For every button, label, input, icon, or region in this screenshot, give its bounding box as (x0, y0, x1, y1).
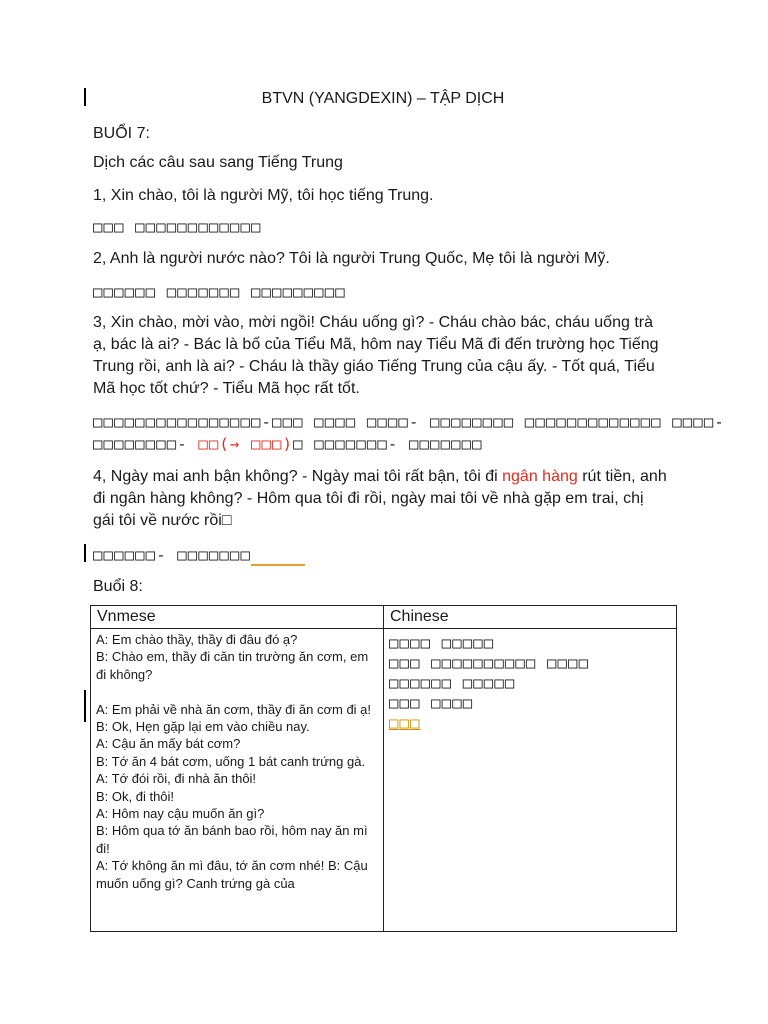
page-title: BTVN (YANGDEXIN) – TẬP DỊCH (261, 90, 505, 107)
dialog-line: A: Em chào thầy, thầy đi đâu đó ạ? (96, 632, 298, 647)
text-cursor (84, 544, 86, 562)
answer-4 (93, 544, 683, 566)
answer-3-line-2 (93, 433, 683, 455)
instruction-text: Dịch các câu sau sang Tiếng Trung (93, 154, 343, 171)
dialog-line: A: Tớ đói rồi, đi nhà ăn thôi! (96, 771, 257, 787)
answer-3-text-tail: □ □□□□□□□- □□□□□□□ (293, 435, 483, 453)
dialog-line: A: Em phải về nhà ăn cơm, thầy đi ăn cơm đi ạ! (96, 701, 372, 717)
answer-2: □□□□□□ □□□□□□□ □□□□□□□□□ (93, 283, 346, 301)
dialog-blank-line (96, 683, 378, 700)
question-1: 1, Xin chào, tôi là người Mỹ, tôi học tiếng Trung. (93, 187, 434, 204)
question-2: 2, Anh là người nước nào? Tôi là người Trung Quốc, Mẹ tôi là người Mỹ. (93, 250, 610, 267)
chinese-line: □□□□ □□□□□ (389, 634, 495, 652)
text-cursor (84, 88, 86, 106)
header-vnmese: Vnmese (91, 606, 384, 629)
chinese-line-highlight: □□□ (389, 714, 421, 732)
vnmese-cell (91, 629, 384, 932)
answer-3-highlight: □□(→ □□□) (198, 435, 294, 453)
session-7-label: BUỔI 7: (93, 125, 150, 142)
dialog-line: A: Cậu ăn mấy bát cơm? (96, 736, 241, 752)
text-cursor (84, 690, 86, 722)
answer-4-text: □□□□□□- □□□□□□□ (93, 546, 251, 564)
session-8-label: Buổi 8: (93, 578, 143, 595)
dialog-line: B: Ok, Hẹn gặp lại em vào chiều nay. (96, 719, 310, 735)
question-4-text: 4, Ngày mai anh bận không? - Ngày mai tôi rất bận, tôi đi (93, 468, 503, 485)
chinese-line: □□□□□□ □□□□□ (389, 674, 516, 692)
dialog-line: B: Chào em, thầy đi căn tin trường ăn cơm, em đi không? (96, 649, 372, 682)
vnmese-dialog (96, 631, 378, 892)
table-header-row (91, 606, 677, 629)
chinese-line: □□□ □□□□ (389, 694, 474, 712)
dialog-line: B: Hôm qua tớ ăn bánh bao rồi, hôm nay ăn mì đi! (96, 823, 372, 856)
question-4 (93, 466, 669, 532)
answer-blank (251, 550, 305, 566)
chinese-line: □□□ □□□□□□□□□□ □□□□ (389, 654, 590, 672)
dialog-line: A: Hôm nay cậu muốn ăn gì? (96, 806, 265, 822)
dialog-line: A: Tớ không ăn mì đâu, tớ ăn cơm nhé! B: Cậu muốn uống gì? Canh trứng gà của (96, 858, 372, 891)
table-row (91, 629, 677, 932)
translation-table (90, 605, 677, 932)
question-3: 3, Xin chào, mời vào, mời ngồi! Cháu uống gì? - Cháu chào bác, cháu uống trà ạ, bác là ai? - Bác là bố của Tiểu Mã, hôm nay Tiểu Mã đi đến trường học Tiếng Trung rồi, anh là ai? - Cháu là thầy giáo Tiếng Trung của cậu ấy. - Tốt quá, Tiểu Mã học tốt chứ? - Tiểu Mã học rất tốt. (93, 314, 659, 397)
answer-1: □□□ □□□□□□□□□□□□ (93, 218, 262, 236)
dialog-line: B: Ok, đi thôi! (96, 788, 175, 804)
question-4-highlight: ngân hàng (502, 468, 578, 485)
dialog-line: B: Tớ ăn 4 bát cơm, uống 1 bát canh trứng gà. (96, 753, 366, 769)
header-chinese: Chinese (384, 606, 677, 629)
answer-3-line-1: □□□□□□□□□□□□□□□□-□□□ □□□□ □□□□- □□□□□□□□ □□□□□□□□□□□□□ □□□□- (93, 413, 725, 431)
question-4-text-tail: rút tiền, anh đi ngân hàng không? - Hôm qua tôi đi rồi, ngày mai tôi về nhà gặp em trai, chị gái tôi về nước rồi□ (93, 468, 667, 529)
answer-3-text: □□□□□□□□- (93, 435, 199, 453)
chinese-cell (384, 629, 677, 932)
